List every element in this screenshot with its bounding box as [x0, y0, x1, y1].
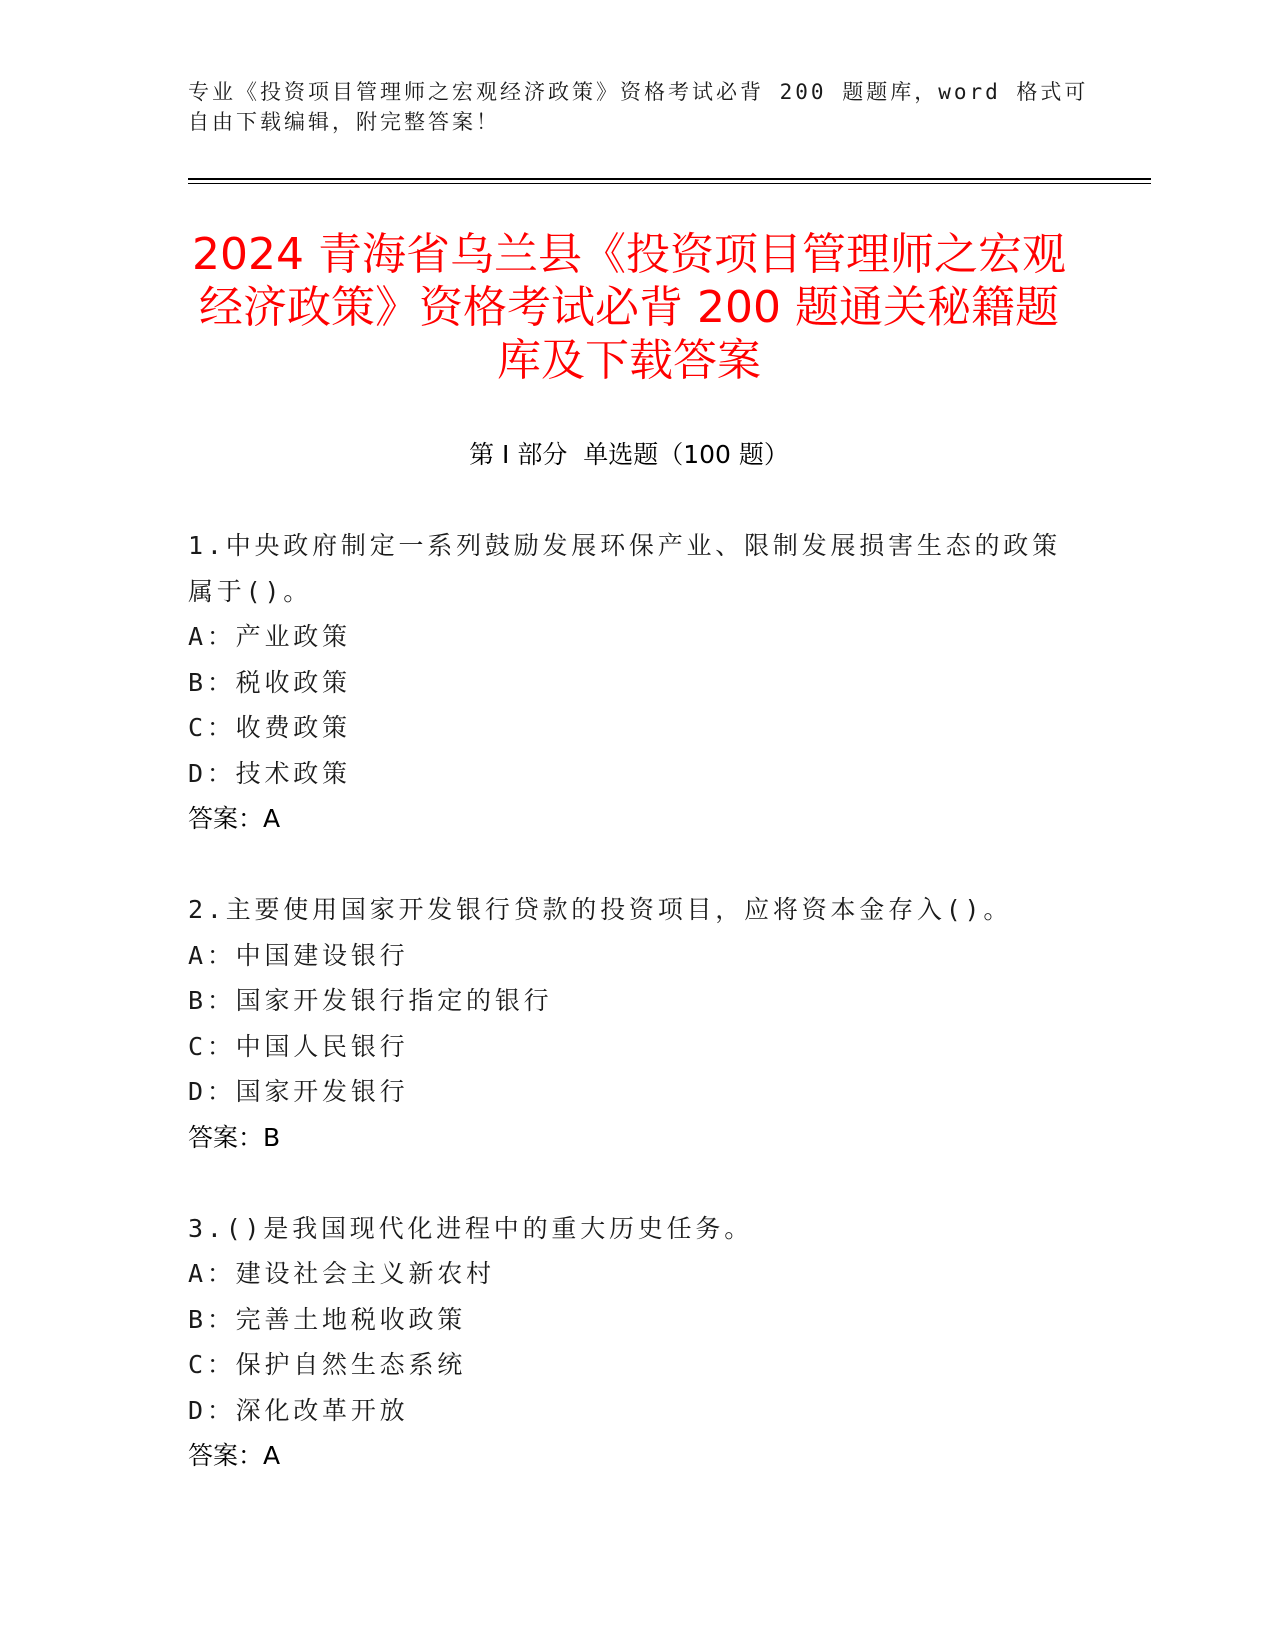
section-heading: 第 I 部分 单选题（100 题） — [469, 440, 789, 469]
title-line: 经济政策》资格考试必背 200 题通关秘籍题 — [199, 282, 1059, 333]
question-stem: 属于()。 — [188, 576, 313, 606]
option-c: C：收费政策 — [188, 713, 351, 742]
answer-line: 答案：A — [188, 1441, 281, 1470]
option-b: B：完善土地税收政策 — [188, 1304, 467, 1334]
question-item — [188, 887, 1088, 1160]
option-b: B：税收政策 — [188, 667, 351, 697]
option-c: C：中国人民银行 — [188, 1031, 409, 1061]
option-d: D：技术政策 — [188, 758, 351, 788]
option-b: B：国家开发银行指定的银行 — [188, 986, 553, 1015]
option-a: A：中国建设银行 — [188, 940, 409, 970]
answer-line: 答案：B — [188, 1122, 281, 1152]
title-line: 库及下载答案 — [497, 335, 761, 386]
header-line: 自由下载编辑，附完整答案！ — [188, 110, 500, 134]
page-header — [188, 77, 1151, 137]
question-stem: 3.()是我国现代化进程中的重大历史任务。 — [188, 1213, 754, 1243]
option-a: A：产业政策 — [188, 622, 351, 651]
option-c: C：保护自然生态系统 — [188, 1350, 467, 1379]
question-stem: 2.主要使用国家开发银行贷款的投资项目，应将资本金存入()。 — [188, 895, 1013, 924]
option-d: D：国家开发银行 — [188, 1077, 409, 1106]
question-item — [188, 523, 1088, 842]
option-d: D：深化改革开放 — [188, 1395, 409, 1425]
title-line: 2024 青海省乌兰县《投资项目管理师之宏观 — [192, 229, 1066, 280]
header-line: 专业《投资项目管理师之宏观经济政策》资格考试必背 200 题题库，word 格式可 — [188, 80, 1089, 104]
document-title — [188, 228, 1070, 387]
option-a: A：建设社会主义新农村 — [188, 1259, 495, 1288]
question-item — [188, 1206, 1088, 1479]
question-stem: 1.中央政府制定一系列鼓励发展环保产业、限制发展损害生态的政策 — [188, 531, 1061, 560]
answer-line: 答案：A — [188, 804, 281, 833]
question-list — [188, 523, 1088, 1524]
header-divider — [188, 178, 1151, 184]
